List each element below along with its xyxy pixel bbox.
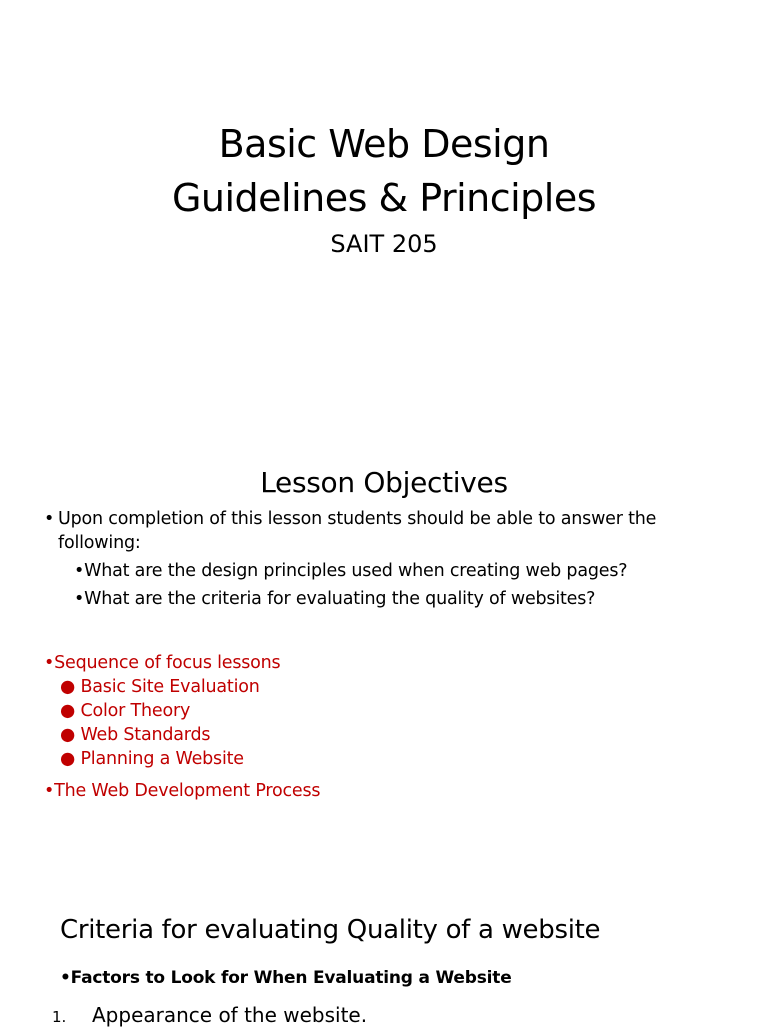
bullet-marker: •: [74, 561, 85, 581]
process-label: The Web Development Process: [54, 781, 321, 801]
sequence-marker: ●: [60, 725, 76, 745]
item-text: Appearance of the website.: [92, 1003, 368, 1027]
bullet-marker: •: [44, 653, 55, 673]
intro-text: Upon completion of this lesson students should be able to answer the following:: [58, 509, 657, 553]
intro-bullet: [44, 507, 744, 555]
sequence-item-text: Web Standards: [80, 725, 211, 745]
bullet-marker: •: [60, 968, 71, 988]
sequence-item-text: Planning a Website: [80, 749, 244, 769]
process-bullet: [44, 779, 320, 803]
objectives-slide: [0, 415, 768, 835]
title-slide: [0, 0, 768, 415]
bullet-marker: •: [44, 509, 55, 529]
question-item: [74, 587, 754, 611]
sequence-item-text: Basic Site Evaluation: [80, 677, 260, 697]
sequence-marker: ●: [60, 749, 76, 769]
sequence-item: [60, 747, 244, 771]
sequence-item: [60, 699, 190, 723]
title-line-2: Guidelines & Principles: [171, 176, 597, 220]
sequence-label: Sequence of focus lessons: [54, 653, 281, 673]
question-text: What are the design principles used when creating web pages?: [84, 561, 628, 581]
sequence-item: [60, 675, 260, 699]
item-number: 1.: [52, 1008, 67, 1026]
sequence-marker: ●: [60, 677, 76, 697]
sequence-heading: [44, 651, 280, 675]
factors-label: Factors to Look for When Evaluating a Website: [70, 968, 512, 988]
question-text: What are the criteria for evaluating the quality of websites?: [84, 589, 596, 609]
slide-title: [0, 117, 768, 225]
bullet-marker: •: [44, 781, 55, 801]
sequence-marker: ●: [60, 701, 76, 721]
sequence-item: [60, 723, 210, 747]
sequence-item-text: Color Theory: [80, 701, 191, 721]
question-item: [74, 559, 754, 583]
criteria-slide: [0, 835, 768, 1027]
factors-bullet: [60, 966, 512, 990]
numbered-item: [52, 1001, 367, 1031]
title-line-1: Basic Web Design: [218, 122, 550, 166]
criteria-heading: Criteria for evaluating Quality of a website: [60, 915, 601, 945]
slide-subtitle: SAIT 205: [330, 230, 438, 258]
objectives-heading: Lesson Objectives: [260, 466, 508, 499]
bullet-marker: •: [74, 589, 85, 609]
